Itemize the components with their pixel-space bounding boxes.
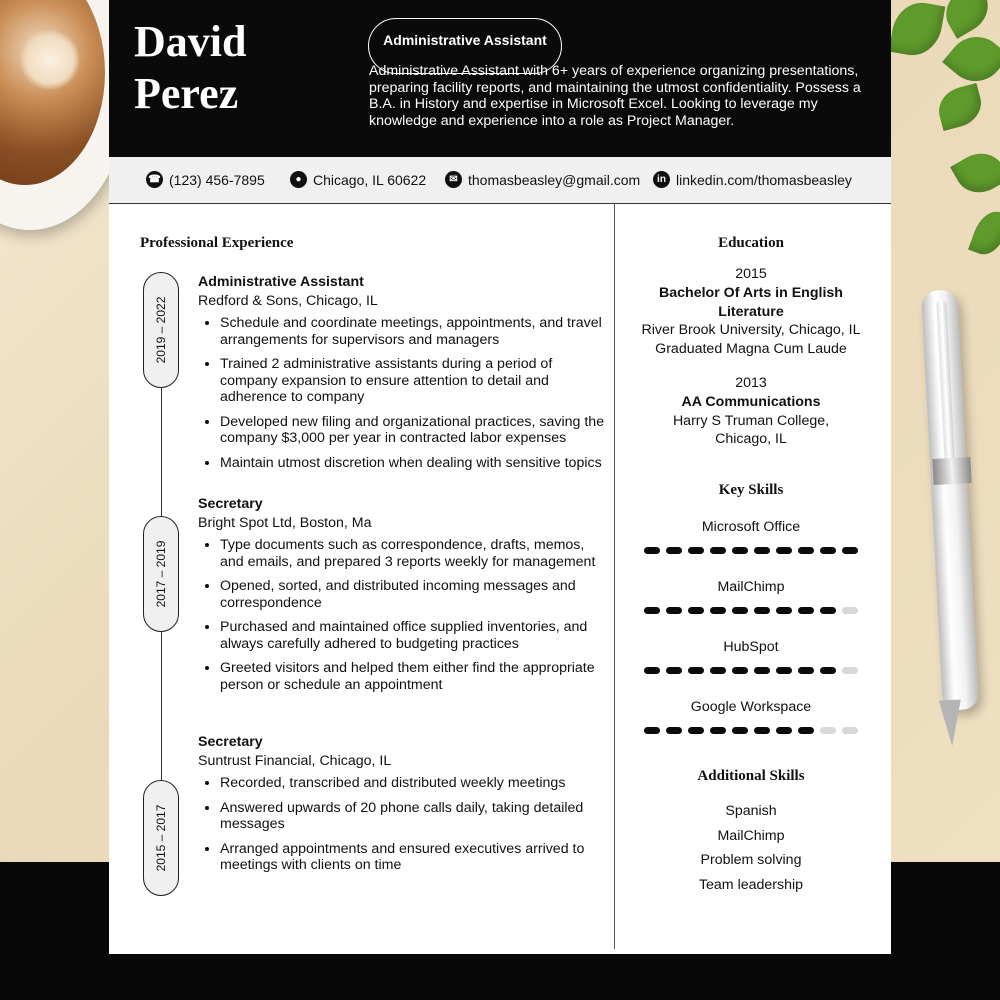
additional-skills-heading: Additional Skills [697, 768, 805, 784]
rating-dash-filled [688, 667, 704, 674]
key-skills-section [616, 482, 886, 734]
latte-art-heart [20, 30, 80, 90]
date-badge [143, 272, 179, 388]
skill-row [616, 518, 886, 554]
additional-skills-section [616, 768, 886, 897]
education-school: Harry S Truman College, Chicago, IL [672, 412, 830, 448]
rating-dash-filled [798, 727, 814, 734]
skill-rating [616, 727, 886, 734]
rating-dash-filled [688, 547, 704, 554]
skill-rating [616, 667, 886, 674]
location-text: Chicago, IL 60622 [313, 172, 427, 188]
job-bullet: • Greeted visitors and helped them either find the appropriate person or schedule an appointment [220, 660, 608, 693]
rating-dash-filled [776, 547, 792, 554]
rating-dash-empty [842, 607, 858, 614]
rating-dash-filled [754, 607, 770, 614]
job-bullet: • Trained 2 administrative assistants during a period of company expansion to ensure attention to detail and adherence to company [220, 356, 608, 406]
rating-dash-filled [710, 547, 726, 554]
education-note: Graduated Magna Cum Laude [655, 341, 847, 358]
phone-text: (123) 456-7895 [169, 172, 265, 188]
job-bullets [198, 775, 608, 874]
rating-dash-filled [688, 727, 704, 734]
job-title-badge: Administrative Assistant [368, 18, 562, 74]
rating-dash-filled [842, 547, 858, 554]
rating-dash-filled [644, 547, 660, 554]
contact-bar [109, 157, 891, 204]
skill-name: HubSpot [723, 639, 779, 655]
job-bullet: • Arranged appointments and ensured executives arrived to meetings with clients on time [220, 841, 608, 874]
additional-skill: MailChimp [717, 827, 785, 844]
date-badge [143, 516, 179, 632]
date-text: 2017 – 2019 [154, 540, 168, 608]
key-skills-list [616, 518, 886, 734]
rating-dash-filled [776, 667, 792, 674]
job-bullet: • Answered upwards of 20 phone calls daily, taking detailed messages [220, 800, 608, 833]
job-bullet: • Recorded, transcribed and distributed weekly meetings [220, 775, 608, 792]
date-text: 2019 – 2022 [154, 296, 168, 364]
job-bullet: • Schedule and coordinate meetings, appointments, and travel arrangements for supervisors and managers [220, 315, 608, 348]
candidate-name [134, 16, 246, 120]
job-company: Suntrust Financial, Chicago, IL [198, 753, 392, 769]
education-year: 2013 [735, 374, 767, 391]
skill-name: Microsoft Office [701, 519, 801, 535]
rating-dash-filled [732, 727, 748, 734]
job-bullets [198, 315, 608, 471]
job-bullet: • Type documents such as correspondence, drafts, memos, and emails, and prepared 3 reports weekly for management [220, 537, 608, 570]
email-icon: ✉ [445, 171, 462, 188]
rating-dash-filled [644, 727, 660, 734]
rating-dash-filled [754, 727, 770, 734]
education-school: River Brook University, Chicago, IL [641, 322, 861, 339]
rating-dash-empty [842, 667, 858, 674]
rating-dash-filled [798, 547, 814, 554]
phone-icon: ☎ [146, 171, 163, 188]
education-heading: Education [718, 235, 784, 251]
resume-header [109, 0, 891, 157]
rating-dash-filled [732, 667, 748, 674]
rating-dash-filled [644, 667, 660, 674]
contact-email[interactable] [445, 171, 640, 189]
email-text[interactable]: thomasbeasley@gmail.com [468, 172, 641, 188]
skill-name: Google Workspace [690, 699, 812, 715]
job-bullet: • Opened, sorted, and distributed incoming messages and correspondence [220, 578, 608, 611]
rating-dash-filled [710, 607, 726, 614]
job-title: Secretary [198, 496, 263, 512]
linkedin-text[interactable]: linkedin.com/thomasbeasley [676, 172, 852, 188]
rating-dash-filled [666, 547, 682, 554]
additional-skills-list [616, 799, 886, 897]
rating-dash-filled [644, 607, 660, 614]
rating-dash-filled [732, 607, 748, 614]
rating-dash-filled [666, 667, 682, 674]
skill-rating [616, 607, 886, 614]
rating-dash-filled [776, 727, 792, 734]
job-bullet: • Developed new filing and organizational practices, saving the company $3,000 per year in contracted labor expenses [220, 414, 608, 447]
job-title: Secretary [198, 734, 263, 750]
key-skills-heading: Key Skills [718, 482, 784, 498]
rating-dash-empty [842, 727, 858, 734]
job-bullet: • Maintain utmost discretion when dealing with sensitive topics [220, 455, 608, 472]
professional-summary: Administrative Assistant with 6+ years of experience organizing presentations, preparing facility reports, and maintaining the utmost confidentiality. Possess a B.A. in History and expertise in Microsoft Excel. Looking to leverage my knowledge and experience into a role as Project Manager. [369, 63, 861, 129]
rating-dash-filled [754, 667, 770, 674]
education-year: 2015 [735, 266, 767, 282]
skill-row [616, 698, 886, 734]
education-entry [616, 265, 886, 359]
pen-band [932, 457, 971, 485]
rating-dash-filled [798, 667, 814, 674]
skill-row [616, 638, 886, 674]
job-company: Redford & Sons, Chicago, IL [198, 293, 378, 309]
date-text: 2015 – 2017 [154, 804, 168, 872]
contact-location [290, 171, 426, 189]
column-divider [614, 203, 615, 949]
rating-dash-filled [732, 547, 748, 554]
location-pin-icon: ● [290, 171, 307, 188]
skill-row [616, 578, 886, 614]
job-company: Bright Spot Ltd, Boston, Ma [198, 515, 372, 531]
rating-dash-filled [820, 547, 836, 554]
job-title: Administrative Assistant [198, 274, 364, 290]
resume-page [109, 0, 891, 954]
job-bullets [198, 537, 608, 693]
rating-dash-filled [776, 607, 792, 614]
education-entry [616, 374, 886, 449]
job-entry [198, 733, 608, 882]
rating-dash-filled [688, 607, 704, 614]
contact-phone [146, 171, 265, 189]
rating-dash-filled [798, 607, 814, 614]
pen-tip [939, 699, 963, 746]
rating-dash-filled [820, 667, 836, 674]
job-entry [198, 495, 608, 701]
rating-dash-filled [754, 547, 770, 554]
linkedin-icon: in [653, 171, 670, 188]
rating-dash-filled [666, 607, 682, 614]
skill-rating [616, 547, 886, 554]
additional-skill: Problem solving [700, 852, 802, 868]
education-section [616, 235, 886, 449]
education-degree: Bachelor Of Arts in English Literature [659, 284, 843, 320]
job-entry [198, 273, 608, 479]
additional-skill: Spanish [725, 803, 777, 819]
last-name: Perez [134, 69, 239, 118]
education-degree: AA Communications [681, 393, 821, 410]
rating-dash-empty [820, 727, 836, 734]
rating-dash-filled [710, 727, 726, 734]
rating-dash-filled [710, 667, 726, 674]
contact-linkedin[interactable] [653, 171, 852, 189]
rating-dash-filled [820, 607, 836, 614]
job-bullet: • Purchased and maintained office supplied inventories, and always carefully adhered to budgeting practices [220, 619, 608, 652]
additional-skill: Team leadership [698, 876, 804, 893]
skill-name: MailChimp [717, 579, 785, 595]
rating-dash-filled [666, 727, 682, 734]
date-badge [143, 780, 179, 896]
first-name: David [134, 17, 247, 66]
experience-heading: Professional Experience [140, 235, 294, 251]
